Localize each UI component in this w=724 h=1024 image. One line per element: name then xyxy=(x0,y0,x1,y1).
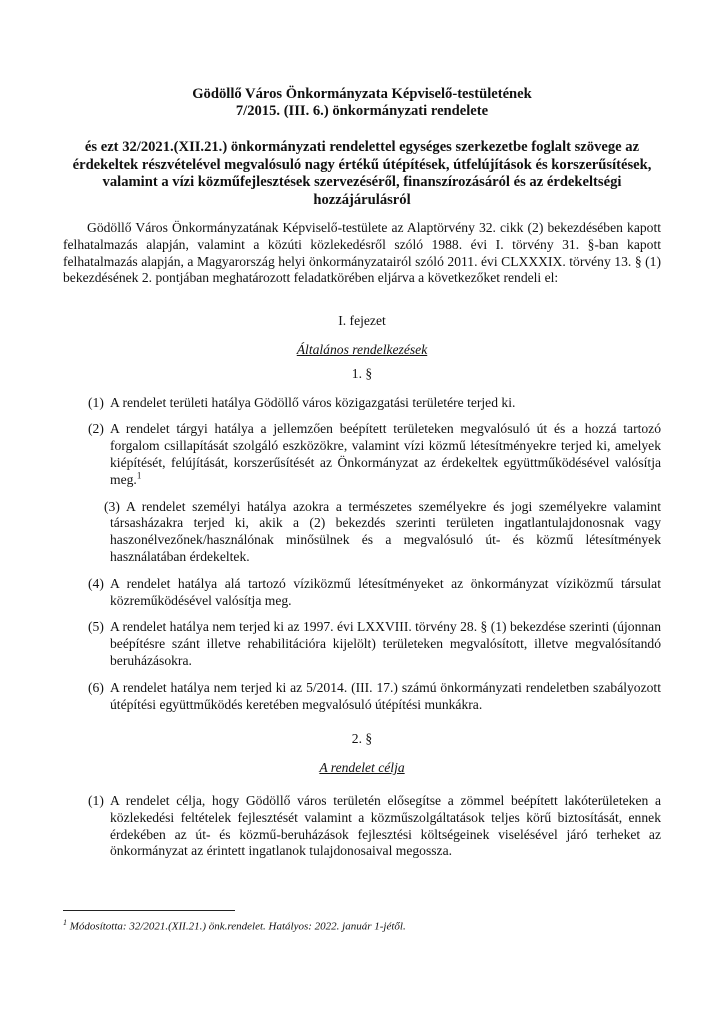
list-item xyxy=(63,619,661,669)
footnote-body: Módosította: 32/2021.(XII.21.) önk.rendelet. Hatályos: 2022. január 1-jétől. xyxy=(69,920,406,933)
document-title xyxy=(63,86,661,120)
item-text: A rendelet tárgyi hatálya a jellemzően beépített területeken megvalósuló út és a hozzá tartozó forgalom csillapítását szolgáló eszközökre, valamint vízi közmű létesítményekre terjed ki, amelyek kiépítését, felújítását, korszerűsítését az Önkormányzat az érdekeltek együttműködésével valósítja meg. xyxy=(110,421,661,487)
consolidation-note: és ezt 32/2021.(XII.21.) önkormányzati rendelettel egységes szerkezetbe foglalt szövege az érdekeltek részvételével megvalósuló nagy értékű útépítések, útfelújítások és korszerűsítések, valamint a vízi közműfejlesztések szervezéséről, finanszírozásáról és az érdekeltségi hozzájárulásról xyxy=(72,139,652,208)
footnote-reference: 1 xyxy=(136,470,142,481)
chapter-heading: I. fejezet xyxy=(338,313,386,329)
item-text: A rendelet területi hatálya Gödöllő város közigazgatási területére terjed ki. xyxy=(110,394,516,410)
item-number: (1) xyxy=(88,792,104,808)
preamble-paragraph: Gödöllő Város Önkormányzatának Képviselő-testülete az Alaptörvény 32. cikk (2) bekezdésében kapott felhatalmazás alapján, valamint a közúti közlekedésről szóló 1988. évi I. törvény 31. §-ban kapott felhatalmazás alapján, a Magyarország helyi önkormányzatairól szóló 2011. évi CLXXXIX. törvény 13. § (1) bekezdésének 2. pontjában meghatározott feladatkörében eljárva a következőket rendeli el: xyxy=(63,220,661,286)
section2-subheading: A rendelet célja xyxy=(319,760,405,776)
item-number: (3) xyxy=(104,498,120,514)
item-text: A rendelet hatálya alá tartozó víziközmű létesítményeket az önkormányzat víziközmű társulat közreműködésével valósítja meg. xyxy=(110,575,661,608)
footnote-text xyxy=(63,916,661,934)
section1-items xyxy=(63,395,661,714)
footnote xyxy=(63,910,661,934)
chapter-subheading: Általános rendelkezések xyxy=(296,341,428,357)
item-number: (4) xyxy=(88,575,104,591)
item-text: A rendelet célja, hogy Gödöllő város területén elősegítse a zömmel beépített lakóterületeken a közlekedési feltételek fejlesztését valamint a közműszolgáltatások teljes körű biztosítását, ennek érdekében az út- és közmű-beruházások fejlesztési költségeinek viselésével járó terheket az önkormányzat az érintett ingatlanok tulajdonosaival megossza. xyxy=(110,792,661,859)
section2-items xyxy=(63,793,661,860)
section1-heading: 1. § xyxy=(351,365,373,381)
list-item xyxy=(63,395,661,412)
list-item xyxy=(63,421,661,488)
item-number: (5) xyxy=(88,619,104,635)
list-item xyxy=(63,793,661,860)
section2-heading: 2. § xyxy=(351,731,373,747)
document-title-line1: Gödöllő Város Önkormányzata Képviselő-testületének xyxy=(192,86,532,102)
footnote-marker: 1 xyxy=(63,918,67,927)
item-number: (1) xyxy=(88,394,104,410)
list-item xyxy=(63,680,661,714)
list-item xyxy=(63,499,661,566)
item-text: A rendelet hatálya nem terjed ki az 1997. évi LXXVIII. törvény 28. § (1) bekezdése szerinti (újonnan beépítésre szánt illetve rehabilitációra kijelölt) területeken megvalósított, illetve megvalósítandó beruházásokra. xyxy=(110,619,661,668)
list-item xyxy=(63,576,661,610)
item-text: A rendelet hatálya nem terjed ki az 5/2014. (III. 17.) számú önkormányzati rendeletben szabályozott útépítési együttműködés keretében megvalósuló útépítési munkákra. xyxy=(110,679,661,712)
item-number: (6) xyxy=(88,679,104,695)
footnote-separator xyxy=(63,910,235,911)
item-text: A rendelet személyi hatálya azokra a természetes személyekre és jogi személyekre valamint társasházakra terjed ki, akik a (2) bekezdés szerinti területen ingatlantulajdonosnak vagy haszonélvezőnek/használónak minősülnek és a megvalósuló út- és közmű létesítmények használatában érdekeltek. xyxy=(110,498,661,564)
item-number: (2) xyxy=(88,421,104,437)
document-title-line2: 7/2015. (III. 6.) önkormányzati rendelete xyxy=(235,103,489,119)
